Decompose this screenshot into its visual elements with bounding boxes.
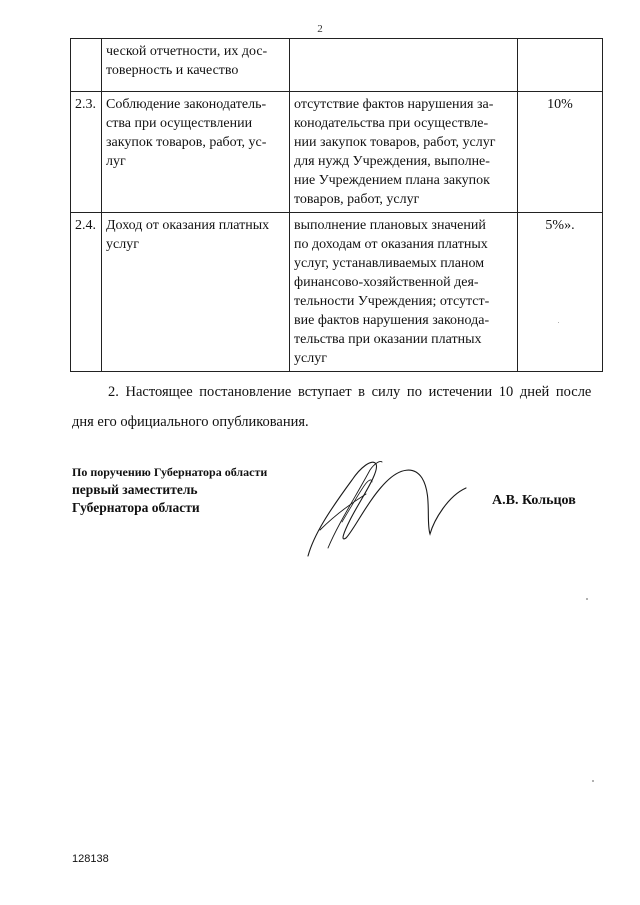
table-row [71,213,603,372]
criterion-name-line: товерность и качество [106,63,239,78]
criterion-name-line: Соблюдение законодатель- [106,97,267,112]
paragraph-line: 2. Настоящее постановление вступает в силу по истечении 10 дней после [108,384,592,400]
signatory-authority: По поручению Губернатора области [72,465,268,479]
criterion-value [518,39,603,92]
criterion-name [102,39,290,92]
criterion-condition-line: тельности Учреждения; отсутст- [294,294,490,309]
criterion-condition-line: ние Учреждением плана закупок [294,173,490,188]
criterion-condition [290,39,518,92]
criterion-condition-line: для нужд Учреждения, выполне- [294,154,490,169]
criterion-value: 5%». [518,213,603,372]
effective-date-paragraph [72,377,602,437]
criterion-name-line: ства при осуществлении [106,116,253,131]
criterion-value: 10% [518,92,603,213]
signatory-position: Губернатора области [72,500,200,515]
criterion-condition [290,213,518,372]
criterion-name [102,92,290,213]
document-code: 128138 [72,853,109,865]
criterion-condition-line: тельства при оказании платных [294,332,482,347]
criterion-condition-line: отсутствие фактов нарушения за- [294,97,494,112]
criterion-name [102,213,290,372]
criterion-condition-line: по доходам от оказания платных [294,237,488,252]
row-number: 2.3. [71,92,102,213]
criterion-condition-line: выполнение плановых значений [294,218,486,233]
row-number [71,39,102,92]
criterion-condition-line: нии закупок товаров, работ, услуг [294,135,496,150]
table-row [71,92,603,213]
criterion-name-line: ческой отчетности, их дос- [106,44,268,59]
criterion-condition-line: конодательства при осуществле- [294,116,489,131]
criterion-name-line: луг [106,154,126,169]
criterion-condition [290,92,518,213]
handwritten-signature [290,438,480,568]
criteria-table [70,38,603,372]
criterion-condition-line: вие фактов нарушения законода- [294,313,490,328]
page-number: 2 [317,23,323,35]
scan-speck [592,780,594,782]
paragraph-line: дня его официального опубликования. [72,414,309,430]
table-row [71,39,603,92]
row-number: 2.4. [71,213,102,372]
criterion-condition-line: финансово-хозяйственной дея- [294,275,479,290]
criterion-condition-line: услуг, устанавливаемых планом [294,256,485,271]
scan-speck [586,598,588,600]
criterion-condition-line: товаров, работ, услуг [294,192,420,207]
criterion-name-line: закупок товаров, работ, ус- [106,135,267,150]
signatory-position: первый заместитель [72,482,198,497]
criterion-name-line: Доход от оказания платных [106,218,270,233]
signer-name: А.В. Кольцов [492,493,576,508]
scan-speck [558,322,559,323]
criterion-condition-line: услуг [294,351,327,366]
signatory-title [72,463,267,517]
criterion-name-line: услуг [106,237,139,252]
